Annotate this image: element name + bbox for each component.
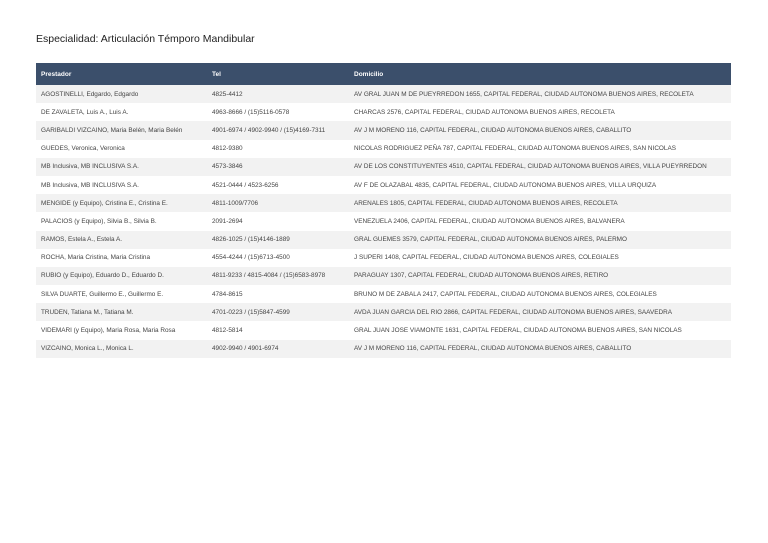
phone-cell: 4901-6974 / 4902-9940 / (15)4169-7311 [207, 121, 349, 139]
address-cell: BRUNO M DE ZABALA 2417, CAPITAL FEDERAL, CIUDAD AUTONOMA BUENOS AIRES, COLEGIALES [349, 285, 731, 303]
phone-cell: 4573-3846 [207, 158, 349, 176]
phone-cell: 4825-4412 [207, 85, 349, 103]
provider-cell: VIDEMARI (y Equipo), Maria Rosa, Maria Rosa [36, 321, 207, 339]
table-row [36, 158, 731, 176]
provider-cell: MB Inclusiva, MB INCLUSIVA S.A. [36, 158, 207, 176]
provider-cell: TRUDEN, Tatiana M., Tatiana M. [36, 303, 207, 321]
table-row [36, 121, 731, 139]
provider-cell: VIZCAINO, Monica L., Monica L. [36, 340, 207, 358]
table-row [36, 267, 731, 285]
table-header-row [36, 63, 731, 85]
address-cell: AVDA JUAN GARCIA DEL RIO 2866, CAPITAL FEDERAL, CIUDAD AUTONOMA BUENOS AIRES, SAAVEDRA [349, 303, 731, 321]
phone-cell: 4521-0444 / 4523-6256 [207, 176, 349, 194]
table-row [36, 140, 731, 158]
table-body [36, 85, 731, 358]
address-cell: GRAL GUEMES 3579, CAPITAL FEDERAL, CIUDAD AUTONOMA BUENOS AIRES, PALERMO [349, 231, 731, 249]
provider-cell: GARIBALDI VIZCAINO, Maria Belén, Maria Belén [36, 121, 207, 139]
address-cell: AV J M MORENO 116, CAPITAL FEDERAL, CIUDAD AUTONOMA BUENOS AIRES, CABALLITO [349, 121, 731, 139]
table-row [36, 303, 731, 321]
provider-cell: GUEDES, Veronica, Veronica [36, 140, 207, 158]
column-header-domicilio: Domicilio [349, 63, 731, 85]
phone-cell: 4963-8666 / (15)5116-0578 [207, 103, 349, 121]
provider-cell: AGOSTINELLI, Edgardo, Edgardo [36, 85, 207, 103]
address-cell: GRAL JUAN JOSE VIAMONTE 1631, CAPITAL FEDERAL, CIUDAD AUTONOMA BUENOS AIRES, SAN NICOLAS [349, 321, 731, 339]
address-cell: AV GRAL JUAN M DE PUEYRREDON 1655, CAPITAL FEDERAL, CIUDAD AUTONOMA BUENOS AIRES, RECOLETA [349, 85, 731, 103]
address-cell: ARENALES 1805, CAPITAL FEDERAL, CIUDAD AUTONOMA BUENOS AIRES, RECOLETA [349, 194, 731, 212]
table-row [36, 103, 731, 121]
address-cell: AV J M MORENO 116, CAPITAL FEDERAL, CIUDAD AUTONOMA BUENOS AIRES, CABALLITO [349, 340, 731, 358]
provider-cell: MENGIDE (y Equipo), Cristina E., Cristina E. [36, 194, 207, 212]
phone-cell: 4554-4244 / (15)6713-4500 [207, 249, 349, 267]
phone-cell: 4826-1025 / (15)4146-1889 [207, 231, 349, 249]
table-row [36, 340, 731, 358]
address-cell: CHARCAS 2576, CAPITAL FEDERAL, CIUDAD AUTONOMA BUENOS AIRES, RECOLETA [349, 103, 731, 121]
table-row [36, 85, 731, 103]
address-cell: AV DE LOS CONSTITUYENTES 4510, CAPITAL FEDERAL, CIUDAD AUTONOMA BUENOS AIRES, VILLA PUEYRREDON [349, 158, 731, 176]
phone-cell: 4812-5814 [207, 321, 349, 339]
phone-cell: 4701-0223 / (15)5847-4599 [207, 303, 349, 321]
provider-cell: PALACIOS (y Equipo), Silvia B., Silvia B. [36, 212, 207, 230]
page-title: Especialidad: Articulación Témporo Mandibular [36, 33, 255, 45]
address-cell: AV F DE OLAZABAL 4835, CAPITAL FEDERAL, CIUDAD AUTONOMA BUENOS AIRES, VILLA URQUIZA [349, 176, 731, 194]
provider-cell: ROCHA, Maria Cristina, Maria Cristina [36, 249, 207, 267]
table-row [36, 231, 731, 249]
address-cell: J SUPERI 1408, CAPITAL FEDERAL, CIUDAD AUTONOMA BUENOS AIRES, COLEGIALES [349, 249, 731, 267]
table-row [36, 212, 731, 230]
column-header-tel: Tel [207, 63, 349, 85]
provider-table [36, 63, 731, 358]
table-row [36, 249, 731, 267]
phone-cell: 4784-8615 [207, 285, 349, 303]
phone-cell: 4811-9233 / 4815-4084 / (15)6583-8978 [207, 267, 349, 285]
phone-cell: 2091-2694 [207, 212, 349, 230]
column-header-prestador: Prestador [36, 63, 207, 85]
provider-cell: DE ZAVALETA, Luis A., Luis A. [36, 103, 207, 121]
table-row [36, 176, 731, 194]
provider-cell: MB Inclusiva, MB INCLUSIVA S.A. [36, 176, 207, 194]
address-cell: VENEZUELA 2406, CAPITAL FEDERAL, CIUDAD AUTONOMA BUENOS AIRES, BALVANERA [349, 212, 731, 230]
table-row [36, 285, 731, 303]
provider-cell: RAMOS, Estela A., Estela A. [36, 231, 207, 249]
table-row [36, 321, 731, 339]
provider-cell: SILVA DUARTE, Guillermo E., Guillermo E. [36, 285, 207, 303]
phone-cell: 4902-9940 / 4901-6974 [207, 340, 349, 358]
address-cell: NICOLAS RODRIGUEZ PEÑA 787, CAPITAL FEDERAL, CIUDAD AUTONOMA BUENOS AIRES, SAN NICOLAS [349, 140, 731, 158]
table-row [36, 194, 731, 212]
provider-cell: RUBIO (y Equipo), Eduardo D., Eduardo D. [36, 267, 207, 285]
phone-cell: 4811-1009/7706 [207, 194, 349, 212]
address-cell: PARAGUAY 1307, CAPITAL FEDERAL, CIUDAD AUTONOMA BUENOS AIRES, RETIRO [349, 267, 731, 285]
phone-cell: 4812-9380 [207, 140, 349, 158]
